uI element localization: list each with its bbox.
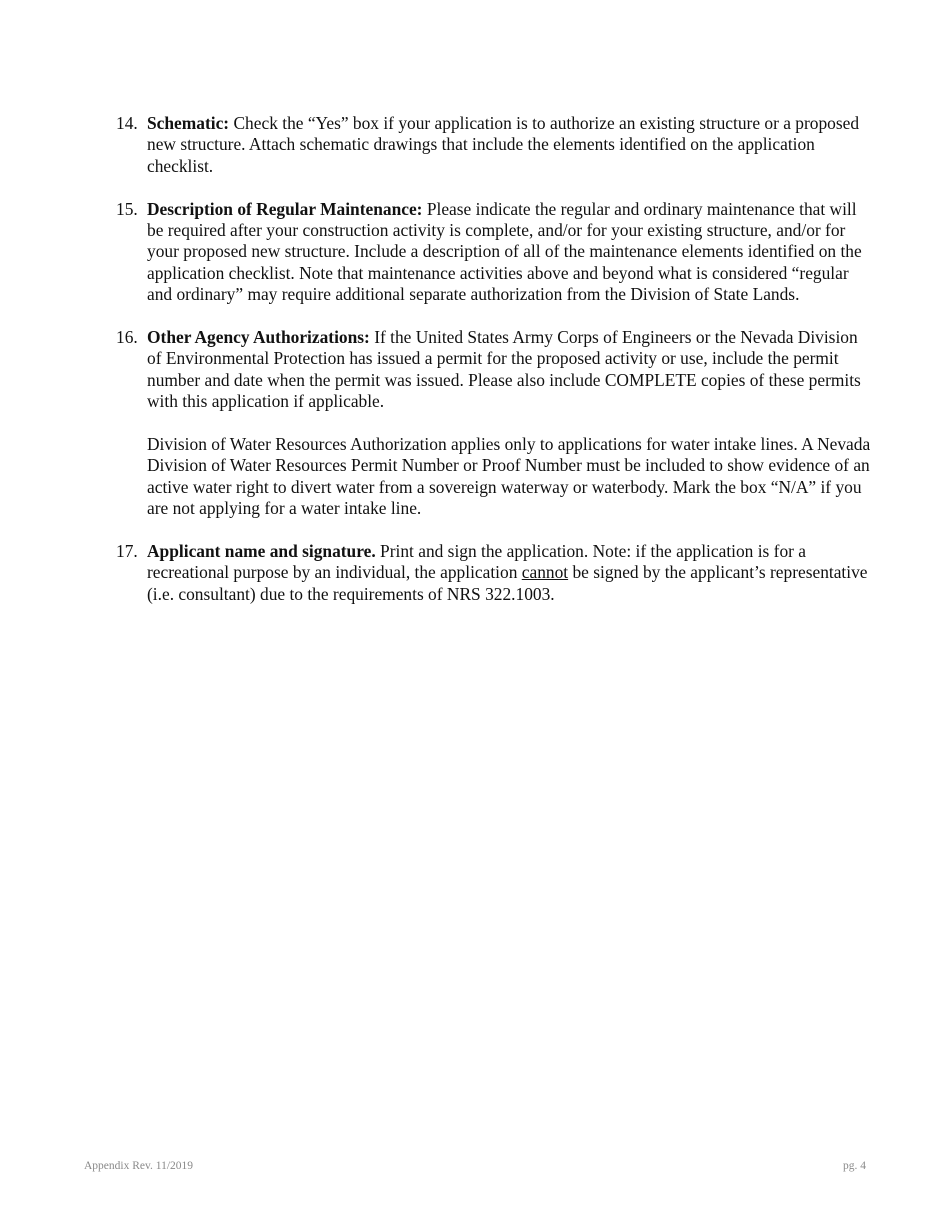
item-body — [147, 541, 876, 605]
item-body — [147, 113, 876, 177]
item-body — [147, 327, 876, 520]
instruction-list — [116, 113, 876, 605]
item-text: Please indicate the regular and ordinary maintenance that will be required after your construction activity is complete, and/or for your existing structure, and/or for your proposed new structure. Include a description of all of the maintenance elements identified on the application checklist. Note that maintenance activities above and beyond what is considered “regular and ordinary” may require additional separate authorization from the Division of State Lands. — [147, 198, 862, 305]
item-paragraph — [147, 327, 876, 413]
item-number: 15. — [116, 198, 138, 219]
footer-revision: Appendix Rev. 11/2019 — [84, 1160, 194, 1172]
list-item-14 — [116, 113, 876, 177]
item-number: 16. — [116, 327, 138, 348]
underlined-word: cannot — [521, 562, 569, 583]
item-heading: Other Agency Authorizations: — [147, 327, 370, 348]
list-item-16 — [116, 327, 876, 520]
item-heading: Description of Regular Maintenance: — [147, 198, 423, 219]
item-heading: Schematic: — [147, 113, 230, 133]
item-number: 14. — [116, 113, 138, 133]
item-text: If the United States Army Corps of Engineers or the Nevada Division of Environmental Protection has issued a permit for the proposed activity or use, include the permit number and date when the permit was issued. Please also include COMPLETE copies of these permits with this application if applicable. — [147, 327, 861, 412]
item-subparagraph: Division of Water Resources Authorization applies only to applications for water intake lines. A Nevada Division of Water Resources Permit Number or Proof Number must be included to show evidence of an active water right to divert water from a sovereign waterway or waterbody. Mark the box “N/A” if you are not applying for a water intake line. — [147, 434, 871, 519]
item-text-before: Print and sign the application. Note: if the application is for a recreational purpose by an individual, the application — [147, 541, 807, 583]
item-number: 17. — [116, 541, 138, 562]
list-item-15 — [116, 199, 876, 306]
footer-page-number: pg. 4 — [843, 1160, 866, 1172]
list-item-17 — [116, 541, 876, 605]
item-heading: Applicant name and signature. — [147, 541, 376, 562]
item-text: Check the “Yes” box if your application is to authorize an existing structure or a proposed new structure. Attach schematic drawings that include the elements identified on the application checklist. — [147, 113, 860, 176]
item-body — [147, 199, 876, 306]
item-text-after: be signed by the applicant’s representative (i.e. consultant) due to the requirements of NRS 322.1003. — [147, 562, 868, 604]
